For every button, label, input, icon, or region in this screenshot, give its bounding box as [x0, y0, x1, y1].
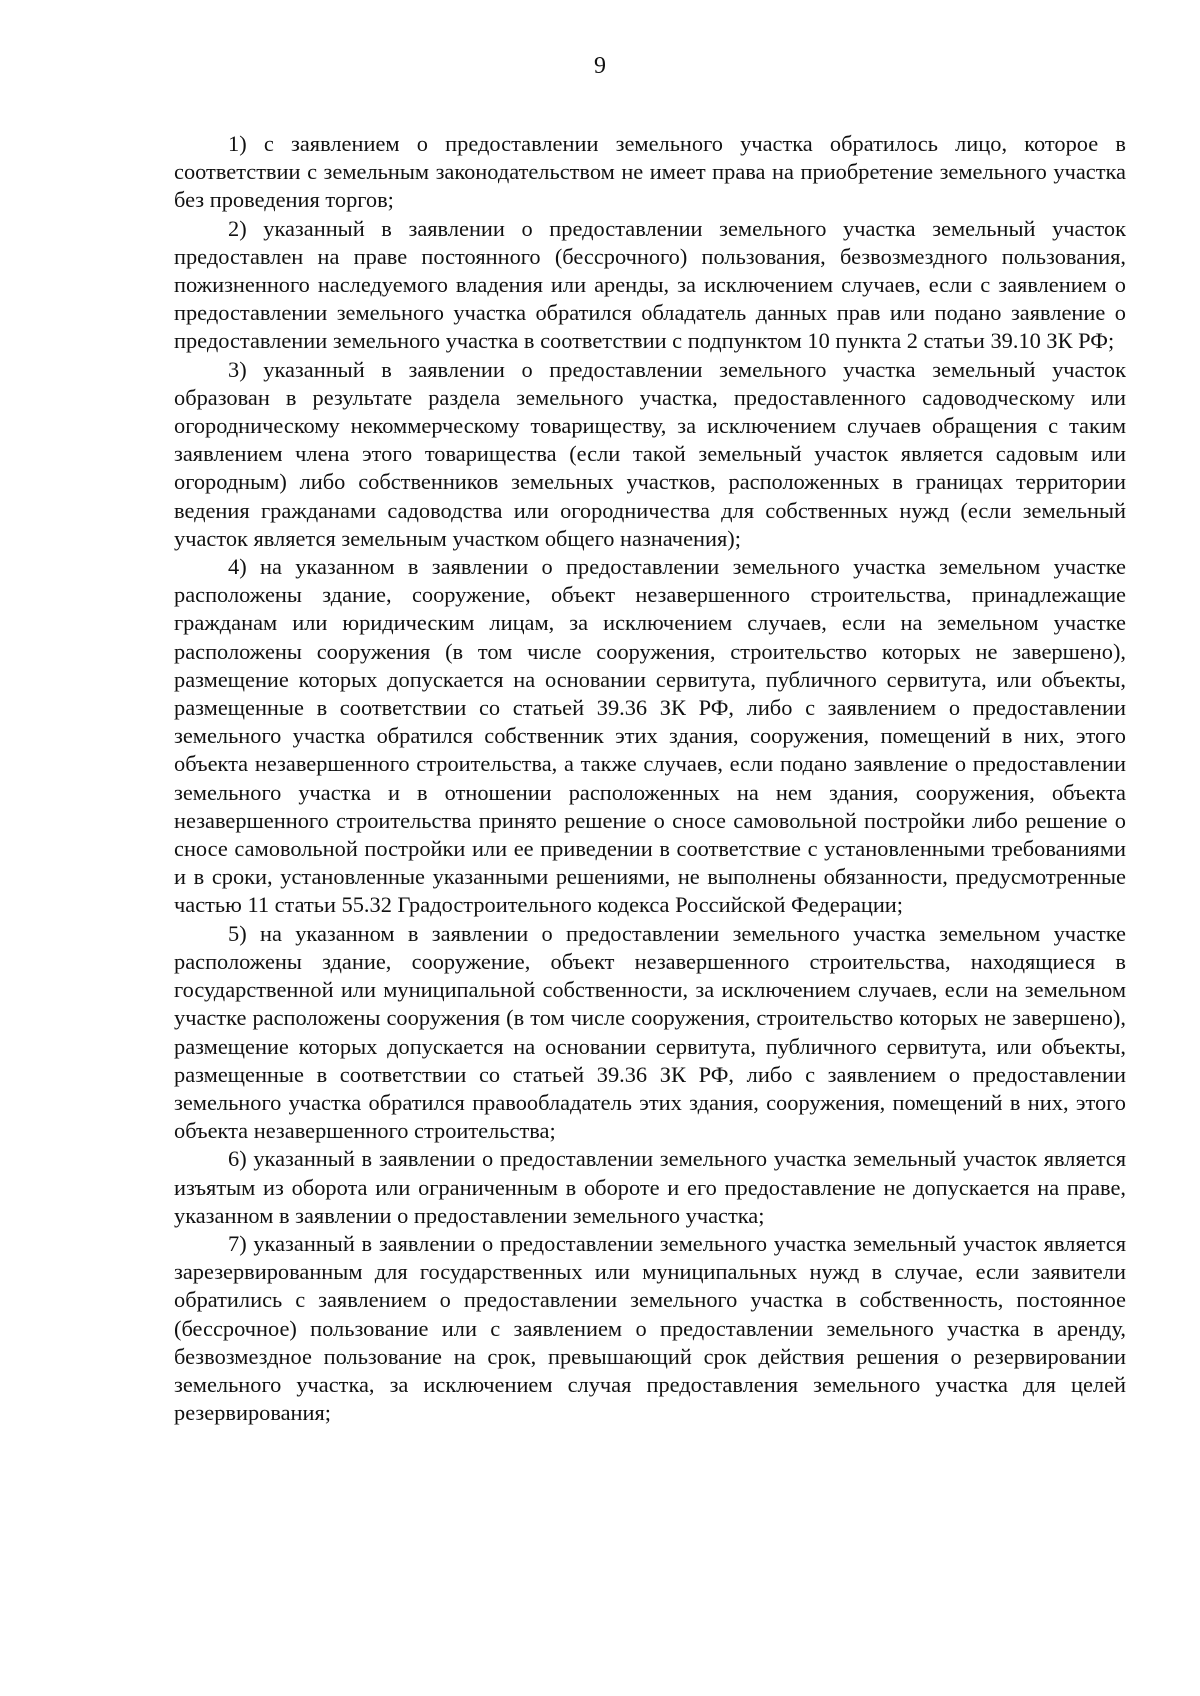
list-item-6: 6) указанный в заявлении о предоставлении земельного участка земельный участок является изъятым из оборота или ограниченным в обороте и его предоставление не допускается на праве, указанном в заявлении о предоставлении земельного участка;: [174, 1146, 1126, 1228]
list-item-5: 5) на указанном в заявлении о предоставлении земельного участка земельном участке расположены здание, сооружение, объект незавершенного строительства, находящиеся в государственной или муниципальной собственности, за исключением случаев, если на земельном участке расположены сооружения (в том числе сооружения, строительство которых не завершено), размещение которых допускается на основании сервитута, публичного сервитута, или объекты, размещенные в соответствии со статьей 39.36 ЗК РФ, либо с заявлением о предоставлении земельного участка обратился правообладатель этих здания, сооружения, помещений в них, этого объекта незавершенного строительства;: [174, 920, 1126, 1144]
list-item-1: 1) с заявлением о предоставлении земельного участка обратилось лицо, которое в соответствии с земельным законодательством не имеет права на приобретение земельного участка без проведения торгов;: [174, 131, 1126, 213]
page-number: 9: [594, 53, 606, 79]
list-item-2: 2) указанный в заявлении о предоставлении земельного участка земельный участок предоставлен на праве постоянного (бессрочного) пользования, безвозмездного пользования, пожизненного наследуемого владения или аренды, за исключением случаев, если с заявлением о предоставлении земельного участка обратился обладатель данных прав или подано заявление о предоставлении земельного участка в соответствии с подпунктом 10 пункта 2 статьи 39.10 ЗК РФ;: [174, 215, 1126, 354]
list-item-7: 7) указанный в заявлении о предоставлении земельного участка земельный участок является зарезервированным для государственных или муниципальных нужд в случае, если заявители обратились с заявлением о предоставлении земельного участка в собственность, постоянное (бессрочное) пользование или с заявлением о предоставлении земельного участка в аренду, безвозмездное пользование на срок, превышающий срок действия решения о резервировании земельного участка, за исключением случая предоставления земельного участка для целей резервирования;: [174, 1230, 1126, 1426]
document-body: [174, 130, 1126, 1427]
list-item-3: 3) указанный в заявлении о предоставлении земельного участка земельный участок образован в результате раздела земельного участка, предоставленного садоводческому или огородническому некоммерческому товариществу, за исключением случаев обращения с таким заявлением члена этого товарищества (если такой земельный участок является садовым или огородным) либо собственников земельных участков, расположенных в границах территории ведения гражданами садоводства или огородничества для собственных нужд (если земельный участок является земельным участком общего назначения);: [174, 356, 1126, 551]
list-item-4: 4) на указанном в заявлении о предоставлении земельного участка земельном участке расположены здание, сооружение, объект незавершенного строительства, принадлежащие гражданам или юридическим лицам, за исключением случаев, если на земельном участке расположены сооружения (в том числе сооружения, строительство которых не завершено), размещение которых допускается на основании сервитута, публичного сервитута, или объекты, размещенные в соответствии со статьей 39.36 ЗК РФ, либо с заявлением о предоставлении земельного участка обратился собственник этих здания, сооружения, помещений в них, этого объекта незавершенного строительства, а также случаев, если подано заявление о предоставлении земельного участка и в отношении расположенных на нем здания, сооружения, объекта незавершенного строительства принято решение о сносе самовольной постройки либо решение о сносе самовольной постройки или ее приведении в соответствие с установленными требованиями и в сроки, установленные указанными решениями, не выполнены обязанности, предусмотренные частью 11 статьи 55.32 Градостроительного кодекса Российской Федерации;: [174, 554, 1126, 918]
